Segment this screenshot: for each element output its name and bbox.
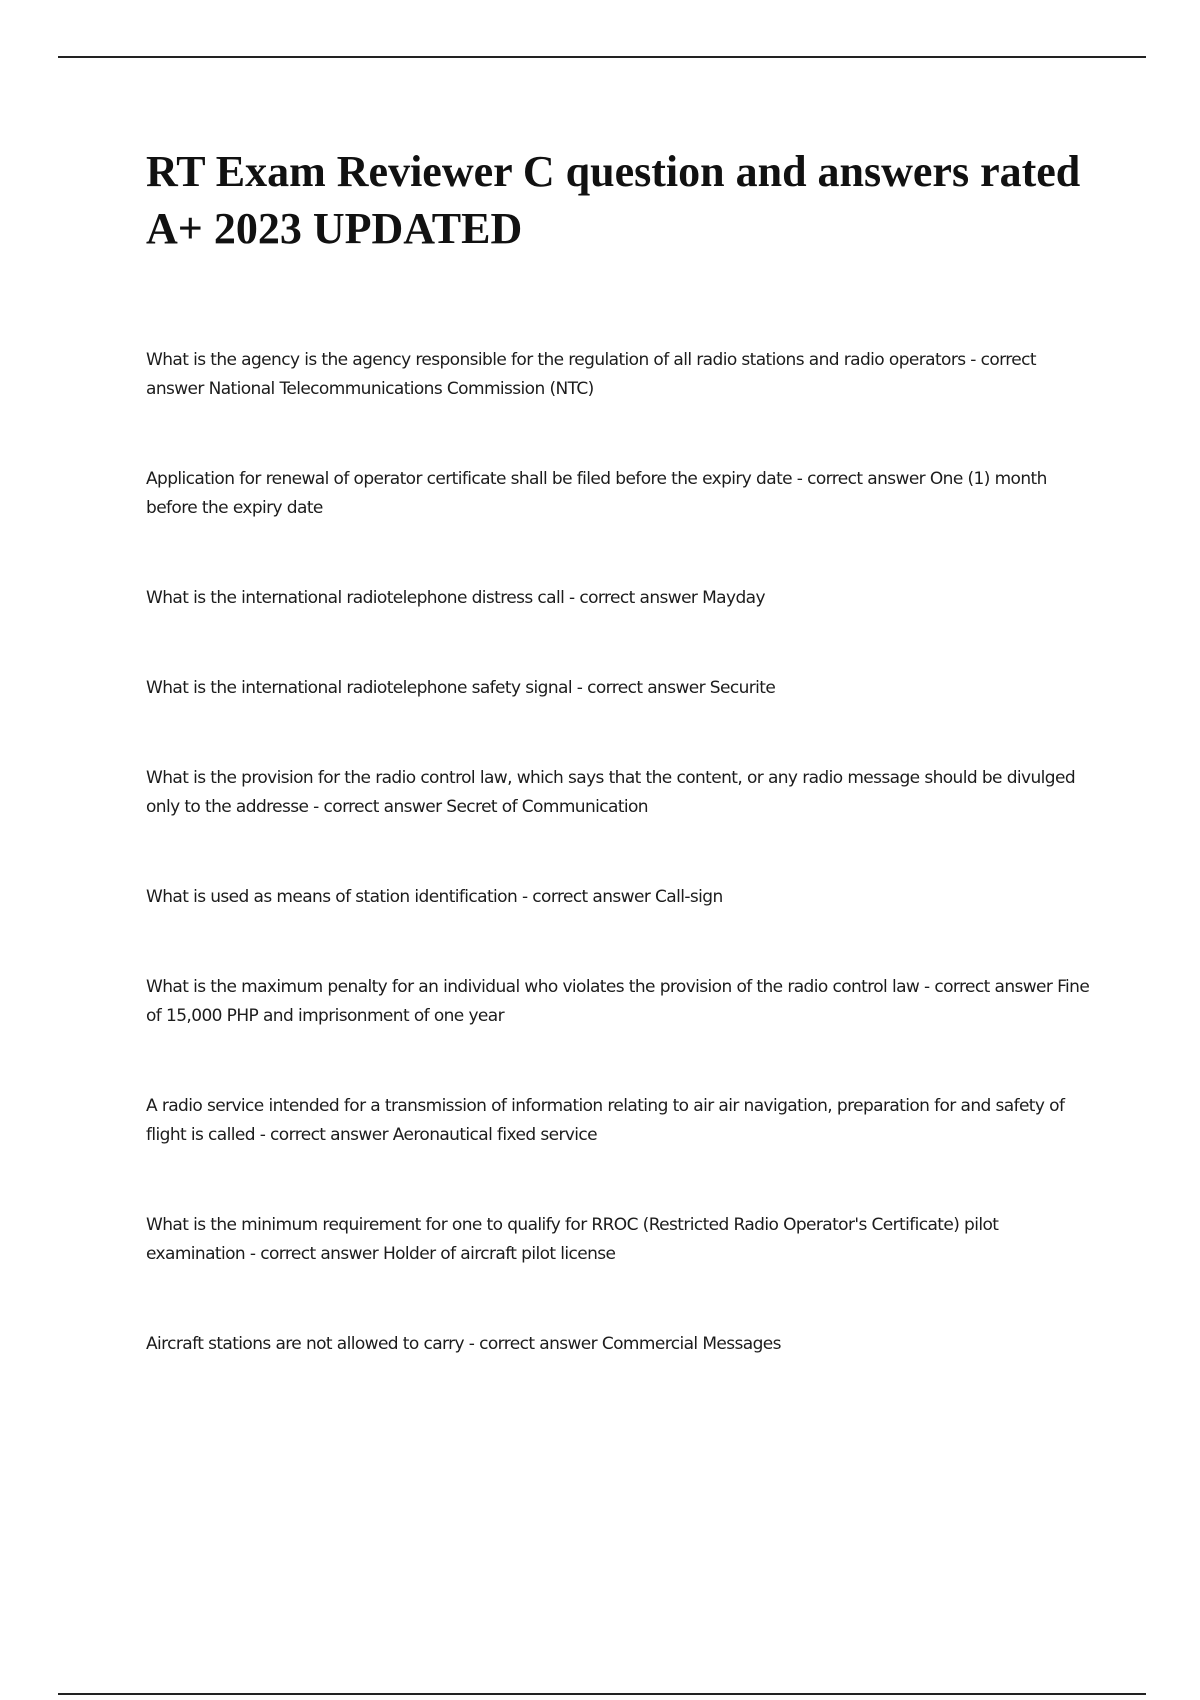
qa-item: What is the minimum requirement for one to qualify for RROC (Restricted Radio Operator's Certificate) pilot examination - correct answer Holder of aircraft pilot license [146,1215,999,1264]
qa-item: What is the agency is the agency responsible for the regulation of all radio stations and radio operators - correct answer National Telecommunications Commission (NTC) [146,350,1036,399]
top-divider [58,56,1146,58]
qa-item: What is the international radiotelephone safety signal - correct answer Securite [146,678,776,698]
question-answer-list [146,346,1092,1420]
qa-item: What is used as means of station identification - correct answer Call-sign [146,887,723,907]
qa-item: What is the international radiotelephone distress call - correct answer Mayday [146,588,765,608]
qa-item: What is the provision for the radio control law, which says that the content, or any radio message should be divulged only to the addresse - correct answer Secret of Communication [146,768,1076,817]
qa-item: A radio service intended for a transmission of information relating to air air navigation, preparation for and safety of flight is called - correct answer Aeronautical fixed service [146,1096,1065,1145]
qa-item: What is the maximum penalty for an individual who violates the provision of the radio control law - correct answer Fine of 15,000 PHP and imprisonment of one year [146,977,1090,1026]
qa-item: Application for renewal of operator certificate shall be filed before the expiry date - correct answer One (1) month before the expiry date [146,469,1047,518]
bottom-divider [58,1693,1146,1695]
document-title: RT Exam Reviewer C question and answers rated A+ 2023 UPDATED [146,147,1081,253]
qa-item: Aircraft stations are not allowed to carry - correct answer Commercial Messages [146,1334,781,1354]
